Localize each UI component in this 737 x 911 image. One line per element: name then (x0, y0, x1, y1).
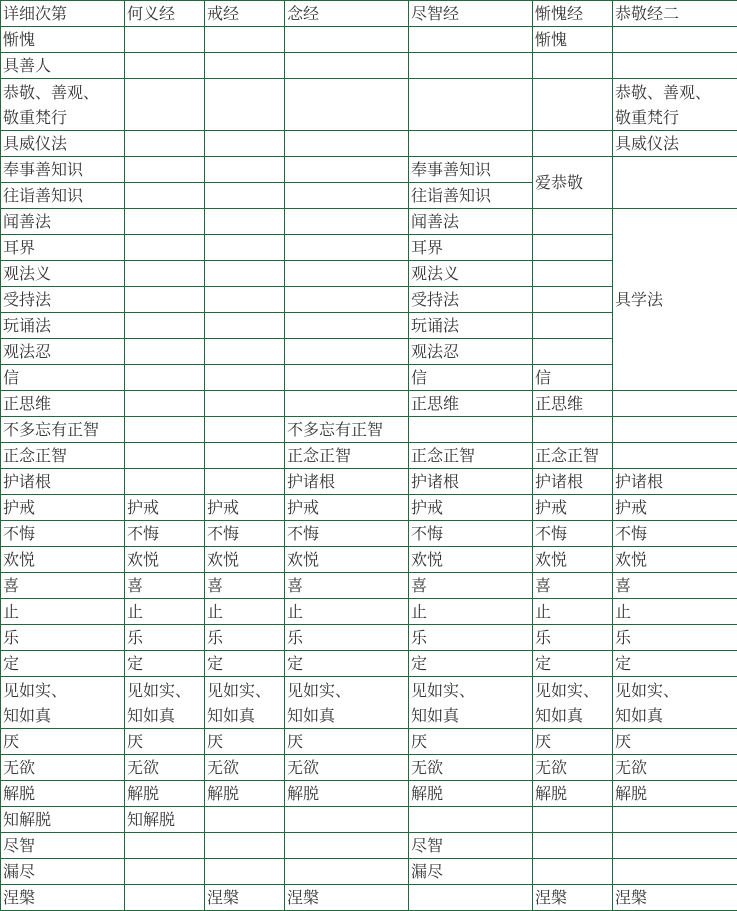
table-cell: 涅槃 (205, 885, 285, 911)
table-cell: 定 (205, 651, 285, 677)
table-cell (533, 417, 613, 443)
header-row (1, 1, 737, 27)
table-cell: 解脱 (1, 781, 125, 807)
table-cell (613, 417, 737, 443)
table-cell: 玩诵法 (409, 313, 533, 339)
table-cell (285, 27, 409, 53)
table-cell: 知解脱 (125, 807, 205, 833)
table-row (1, 547, 737, 573)
table-cell (285, 313, 409, 339)
table-cell: 无欲 (533, 755, 613, 781)
table-cell (205, 833, 285, 859)
table-cell: 具善人 (1, 53, 125, 79)
table-cell: 不多忘有正智 (1, 417, 125, 443)
table-cell (613, 27, 737, 53)
table-cell (125, 235, 205, 261)
table-cell (125, 157, 205, 183)
table-cell: 见如实、 知如真 (613, 677, 737, 729)
table-cell: 厌 (285, 729, 409, 755)
table-cell: 正思维 (533, 391, 613, 417)
table-cell: 定 (409, 651, 533, 677)
merged-cell (613, 157, 737, 209)
table-cell: 乐 (125, 625, 205, 651)
table-cell: 喜 (613, 573, 737, 599)
table-cell (125, 859, 205, 885)
table-cell: 尽智 (1, 833, 125, 859)
table-cell: 不悔 (613, 521, 737, 547)
table-cell: 往诣善知识 (409, 183, 533, 209)
table-cell (205, 313, 285, 339)
table-cell (533, 859, 613, 885)
table-row (1, 599, 737, 625)
table-cell: 奉事善知识 (409, 157, 533, 183)
table-cell (613, 833, 737, 859)
table-cell: 欢悦 (533, 547, 613, 573)
table-cell: 见如实、 知如真 (125, 677, 205, 729)
table-row (1, 209, 737, 235)
table-cell (533, 53, 613, 79)
table-cell: 恭敬、善观、 敬重梵行 (613, 79, 737, 131)
table-cell: 正念正智 (1, 443, 125, 469)
table-cell: 涅槃 (285, 885, 409, 911)
table-cell (285, 131, 409, 157)
table-cell: 定 (613, 651, 737, 677)
table-cell: 观法忍 (409, 339, 533, 365)
table-cell: 解脱 (409, 781, 533, 807)
table-cell: 正思维 (1, 391, 125, 417)
table-cell: 止 (285, 599, 409, 625)
table-cell (533, 833, 613, 859)
table-cell: 不悔 (125, 521, 205, 547)
table-cell (285, 209, 409, 235)
table-cell (125, 443, 205, 469)
table-cell: 护戒 (533, 495, 613, 521)
table-cell: 欢悦 (1, 547, 125, 573)
table-cell: 定 (1, 651, 125, 677)
table-cell (125, 469, 205, 495)
table-cell: 不悔 (1, 521, 125, 547)
table-row (1, 53, 737, 79)
table-cell: 不悔 (285, 521, 409, 547)
table-cell (409, 53, 533, 79)
table-cell: 无欲 (285, 755, 409, 781)
table-cell (125, 391, 205, 417)
table-cell: 信 (409, 365, 533, 391)
table-cell (125, 365, 205, 391)
table-cell: 欢悦 (205, 547, 285, 573)
table-cell: 漏尽 (1, 859, 125, 885)
table-cell: 喜 (1, 573, 125, 599)
table-row (1, 833, 737, 859)
table-cell: 护诸根 (285, 469, 409, 495)
table-cell: 漏尽 (409, 859, 533, 885)
table-cell: 喜 (125, 573, 205, 599)
table-cell: 厌 (409, 729, 533, 755)
table-cell: 不多忘有正智 (285, 417, 409, 443)
table-cell: 见如实、 知如真 (205, 677, 285, 729)
table-cell (533, 235, 613, 261)
table-row (1, 391, 737, 417)
table-cell: 信 (1, 365, 125, 391)
header-cell: 戒经 (205, 1, 285, 27)
table-cell (125, 417, 205, 443)
table-cell: 正念正智 (533, 443, 613, 469)
table-cell: 护诸根 (1, 469, 125, 495)
table-cell: 涅槃 (533, 885, 613, 911)
table-cell: 止 (533, 599, 613, 625)
table-cell (205, 79, 285, 131)
table-cell (205, 417, 285, 443)
table-cell (205, 53, 285, 79)
table-cell: 解脱 (613, 781, 737, 807)
table-cell (205, 339, 285, 365)
table-cell (613, 391, 737, 417)
table-cell (125, 131, 205, 157)
table-cell: 无欲 (205, 755, 285, 781)
table-cell (533, 79, 613, 131)
table-cell (285, 157, 409, 183)
table-row (1, 729, 737, 755)
header-cell: 何义经 (125, 1, 205, 27)
table-cell (205, 469, 285, 495)
table-cell: 涅槃 (1, 885, 125, 911)
table-cell (409, 885, 533, 911)
table-cell (205, 261, 285, 287)
table-cell: 无欲 (613, 755, 737, 781)
table-cell: 护戒 (409, 495, 533, 521)
header-cell: 恭敬经二 (613, 1, 737, 27)
table-cell (205, 391, 285, 417)
table-cell: 闻善法 (1, 209, 125, 235)
table-cell: 具威仪法 (613, 131, 737, 157)
table-cell: 信 (533, 365, 613, 391)
table-cell: 观法忍 (1, 339, 125, 365)
table-cell: 乐 (1, 625, 125, 651)
table-cell: 护戒 (613, 495, 737, 521)
table-row (1, 651, 737, 677)
table-cell: 惭愧 (533, 27, 613, 53)
table-cell: 厌 (533, 729, 613, 755)
table-cell (205, 183, 285, 209)
table-cell: 惭愧 (1, 27, 125, 53)
table-cell: 护诸根 (613, 469, 737, 495)
table-cell (125, 261, 205, 287)
table-cell: 厌 (205, 729, 285, 755)
table-cell: 乐 (285, 625, 409, 651)
table-cell: 解脱 (125, 781, 205, 807)
table-cell (205, 27, 285, 53)
table-cell: 护戒 (205, 495, 285, 521)
table-cell (205, 365, 285, 391)
table-row (1, 79, 737, 131)
table-row (1, 157, 737, 183)
table-cell: 欢悦 (409, 547, 533, 573)
table-body (1, 1, 737, 911)
table-cell: 耳界 (1, 235, 125, 261)
table-cell: 正念正智 (285, 443, 409, 469)
table-cell: 解脱 (285, 781, 409, 807)
table-cell: 欢悦 (613, 547, 737, 573)
table-cell: 解脱 (533, 781, 613, 807)
table-cell (285, 859, 409, 885)
table-cell: 止 (1, 599, 125, 625)
table-row (1, 807, 737, 833)
table-row (1, 443, 737, 469)
table-row (1, 27, 737, 53)
table-cell (125, 79, 205, 131)
table-cell (613, 53, 737, 79)
table-cell: 见如实、 知如真 (285, 677, 409, 729)
table-cell (285, 339, 409, 365)
table-cell: 观法义 (1, 261, 125, 287)
table-cell: 护诸根 (409, 469, 533, 495)
table-cell (125, 833, 205, 859)
table-cell (613, 807, 737, 833)
table-cell: 受持法 (409, 287, 533, 313)
table-cell (285, 365, 409, 391)
table-cell: 乐 (205, 625, 285, 651)
table-row (1, 677, 737, 729)
table-cell: 见如实、 知如真 (1, 677, 125, 729)
table-cell: 受持法 (1, 287, 125, 313)
table-cell: 玩诵法 (1, 313, 125, 339)
table-row (1, 573, 737, 599)
table-cell: 无欲 (409, 755, 533, 781)
table-row (1, 521, 737, 547)
table-cell: 闻善法 (409, 209, 533, 235)
table-row (1, 495, 737, 521)
table-cell (125, 339, 205, 365)
table-cell: 止 (205, 599, 285, 625)
table-cell (205, 235, 285, 261)
table-cell: 尽智 (409, 833, 533, 859)
table-cell (409, 807, 533, 833)
table-cell (613, 859, 737, 885)
table-cell (409, 417, 533, 443)
table-cell: 护戒 (285, 495, 409, 521)
table-cell (285, 287, 409, 313)
table-cell: 涅槃 (613, 885, 737, 911)
table-cell (125, 209, 205, 235)
table-cell (205, 443, 285, 469)
table-row (1, 781, 737, 807)
table-cell: 乐 (613, 625, 737, 651)
table-cell: 见如实、 知如真 (533, 677, 613, 729)
table-cell (125, 183, 205, 209)
header-cell: 尽智经 (409, 1, 533, 27)
table-cell: 定 (533, 651, 613, 677)
table-cell: 厌 (1, 729, 125, 755)
table-cell (125, 27, 205, 53)
table-cell (285, 807, 409, 833)
table-cell: 恭敬、善观、 敬重梵行 (1, 79, 125, 131)
table-cell: 观法义 (409, 261, 533, 287)
table-cell (205, 287, 285, 313)
table-cell (205, 157, 285, 183)
table-row (1, 625, 737, 651)
table-cell: 护戒 (1, 495, 125, 521)
table-cell (409, 131, 533, 157)
table-cell: 知解脱 (1, 807, 125, 833)
header-cell: 详细次第 (1, 1, 125, 27)
table-cell (285, 833, 409, 859)
table-cell: 止 (409, 599, 533, 625)
table-cell: 无欲 (1, 755, 125, 781)
table-cell: 具威仪法 (1, 131, 125, 157)
table-cell (533, 339, 613, 365)
table-cell (533, 287, 613, 313)
table-cell: 奉事善知识 (1, 157, 125, 183)
table-cell: 止 (613, 599, 737, 625)
table-cell: 解脱 (205, 781, 285, 807)
table-cell (533, 313, 613, 339)
table-row (1, 755, 737, 781)
table-cell: 见如实、 知如真 (409, 677, 533, 729)
table-cell: 欢悦 (125, 547, 205, 573)
table-cell: 定 (125, 651, 205, 677)
table-cell (285, 53, 409, 79)
table-cell: 厌 (125, 729, 205, 755)
merged-cell: 爱恭敬 (533, 157, 613, 209)
table-cell (125, 313, 205, 339)
table-row (1, 131, 737, 157)
table-cell (409, 79, 533, 131)
merged-cell: 具学法 (613, 209, 737, 391)
header-cell: 念经 (285, 1, 409, 27)
table-cell: 护诸根 (533, 469, 613, 495)
table-cell: 喜 (205, 573, 285, 599)
table-cell (533, 209, 613, 235)
table-cell (125, 885, 205, 911)
table-cell: 耳界 (409, 235, 533, 261)
table-cell: 往诣善知识 (1, 183, 125, 209)
header-cell: 惭愧经 (533, 1, 613, 27)
table-cell: 喜 (285, 573, 409, 599)
table-cell (285, 261, 409, 287)
table-cell (125, 53, 205, 79)
table-row (1, 885, 737, 911)
table-row (1, 859, 737, 885)
table-cell: 不悔 (205, 521, 285, 547)
table-cell (205, 209, 285, 235)
table-cell (285, 391, 409, 417)
table-cell (205, 859, 285, 885)
table-cell: 护戒 (125, 495, 205, 521)
table-cell: 不悔 (409, 521, 533, 547)
table-cell (125, 287, 205, 313)
table-cell: 厌 (613, 729, 737, 755)
table-cell (533, 131, 613, 157)
table-cell (409, 27, 533, 53)
table-cell (205, 807, 285, 833)
table-cell: 止 (125, 599, 205, 625)
table-cell (533, 807, 613, 833)
table-cell (613, 443, 737, 469)
table-cell (285, 183, 409, 209)
table-cell (285, 79, 409, 131)
table-cell: 不悔 (533, 521, 613, 547)
table-cell: 定 (285, 651, 409, 677)
table-cell: 乐 (533, 625, 613, 651)
table-cell: 乐 (409, 625, 533, 651)
table-row (1, 417, 737, 443)
table-cell (533, 261, 613, 287)
table-cell: 喜 (409, 573, 533, 599)
table-cell (285, 235, 409, 261)
table-cell: 正念正智 (409, 443, 533, 469)
table-cell: 欢悦 (285, 547, 409, 573)
table-cell: 正思维 (409, 391, 533, 417)
table-cell (205, 131, 285, 157)
table-row (1, 469, 737, 495)
table-cell: 无欲 (125, 755, 205, 781)
table-cell: 喜 (533, 573, 613, 599)
